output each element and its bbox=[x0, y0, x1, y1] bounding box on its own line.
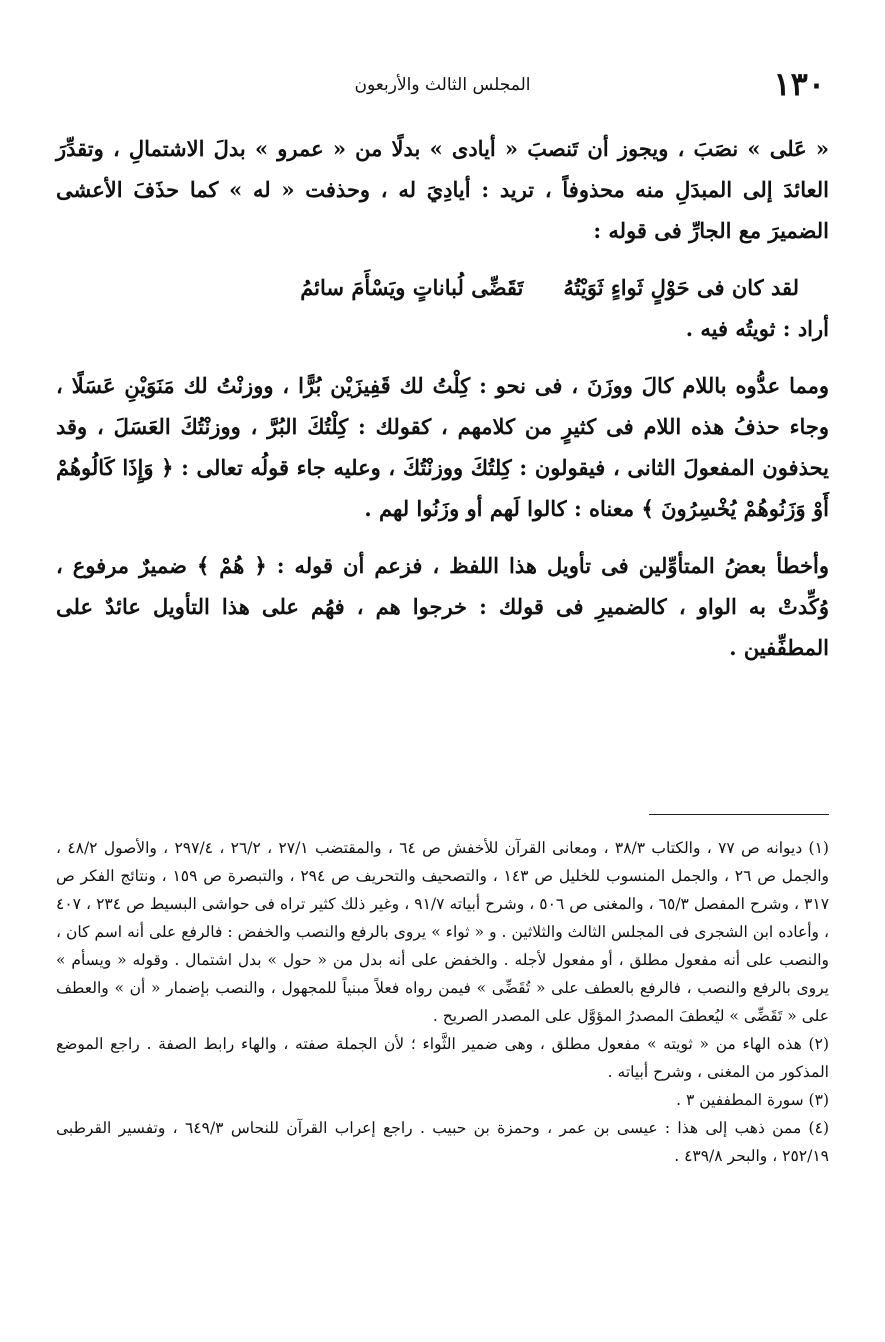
verse-first-hemistich: لقد كان فى حَوْلٍ ثَواءٍ ثَوَيْتُهُ bbox=[563, 275, 799, 300]
footnote-2: (٢) هذه الهاء من « ثويته » مفعول مطلق ، وهى ضمير الثَّواء ؛ لأن الجملة صفته ، والهاء رابط الصفة . راجع الموضع المذكور من المغنى ، وشرح أبياته . bbox=[56, 1035, 829, 1081]
main-text bbox=[56, 128, 829, 684]
paragraph-1: « عَلى » نصَبَ ، ويجوز أن تَنصبَ « أيادى » بدلًا من « عمرو » بدلَ الاشتمالِ ، وتقدِّرَ العائدَ إلى المبدَلِ منه محذوفاً ، تريد : أيادِيَ له ، وحذفت « له » كما حذَفَ الأعشى الضميرَ مع الجارِّ فى قوله : bbox=[56, 136, 829, 243]
footnote-3: (٣) سورة المطففين ٣ . bbox=[676, 1091, 829, 1109]
page-number: ١٣٠ bbox=[773, 65, 825, 103]
footnotes bbox=[56, 834, 829, 1170]
poetry-verse bbox=[56, 267, 829, 308]
paragraph-3: ومما عدُّوه باللام كالَ ووزَنَ ، فى نحو : كِلْتُ لك قَفِيزَيْن بُرًّا ، ووزنْتُ لك مَنَوَيْنِ عَسَلًا ، وجاء حذفُ هذه اللام فى كثيرٍ من كلامهم ، كقولك : كِلْتُكَ البُرَّ ، ووزنْتُكَ العَسَلَ ، وقد يحذفون المفعولَ الثانى ، فيقولون : كِلتُكَ ووزنْتُكَ ، وعليه جاء قولُه تعالى : ﴿ وَإِذَا كَالُوهُمْ أَوْ وَزَنُوهُمْ يُخْسِرُونَ ﴾ معناه : كالوا لَهم أو وزَنُوا لهم . bbox=[56, 373, 829, 521]
footnote-1: (١) ديوانه ص ٧٧ ، والكتاب ٣٨/٣ ، ومعانى القرآن للأخفش ص ٦٤ ، والمقتضب ٢٧/١ ، ٢٦/٢ ، ٢٩٧/٤ ، والأصول ٤٨/٢ ، والجمل ص ٢٦ ، والجمل المنسوب للخليل ص ١٤٣ ، والتصحيف والتحريف ص ٢٩٤ ، والتبصرة ص ١٥٩ ، ونتائج الفكر ص ٣١٧ ، وشرح المفصل ٦٥/٣ ، والمغنى ص ٥٠٦ ، وشرح أبياته ٩١/٧ ، وغير ذلك كثير تراه فى حواشى البسيط ص ٢٣٤ ، ٤٠٧ ، وأعاده ابن الشجرى فى المجلس الثالث والثلاثين . و « ثواء » يروى بالرفع والنصب والخفض : فالرفع على أنه اسم كان ، والنصب على أنه مفعول مطلق ، أو مفعول لأجله . والخفض على أنه بدل من « حول » بدل اشتمال . وقوله « ويسأم » يروى بالرفع والنصب ، فالرفع بالعطف على « تُقَضِّى » فيمن رواه فعلاً مبنياً للمجهول ، والنصب بإضمار « أن » والعطف على « تَقَضِّى » ليُعطفَ المصدرُ المؤوَّل على المصدر الصريح . bbox=[56, 839, 830, 1025]
running-title: المجلس الثالث والأربعون bbox=[354, 75, 531, 95]
footnote-4: (٤) ممن ذهب إلى هذا : عيسى بن عمر ، وحمزة بن حبيب . راجع إعراب القرآن للنحاس ٦٤٩/٣ ، وتفسير القرطبى ٢٥٢/١٩ ، والبحر ٤٣٩/٨ . bbox=[56, 1119, 829, 1165]
paragraph-4: وأخطأ بعضُ المتأوِّلين فى تأويل هذا اللفظ ، فزعم أن قوله : ﴿ هُمْ ﴾ ضميرٌ مرفوع ، وُكِّدتْ به الواو ، كالضميرِ فى قولك : خرجوا هم ، فهُم على هذا التأويل عائدٌ على المطفِّفين . bbox=[56, 553, 829, 660]
verse-second-hemistich: تَقَضِّى لُباناتٍ ويَسْأَمَ سائمُ bbox=[300, 275, 524, 300]
footnote-separator bbox=[649, 814, 829, 815]
paragraph-2: أراد : ثويتُه فيه . bbox=[685, 316, 829, 341]
page-header bbox=[40, 64, 845, 104]
